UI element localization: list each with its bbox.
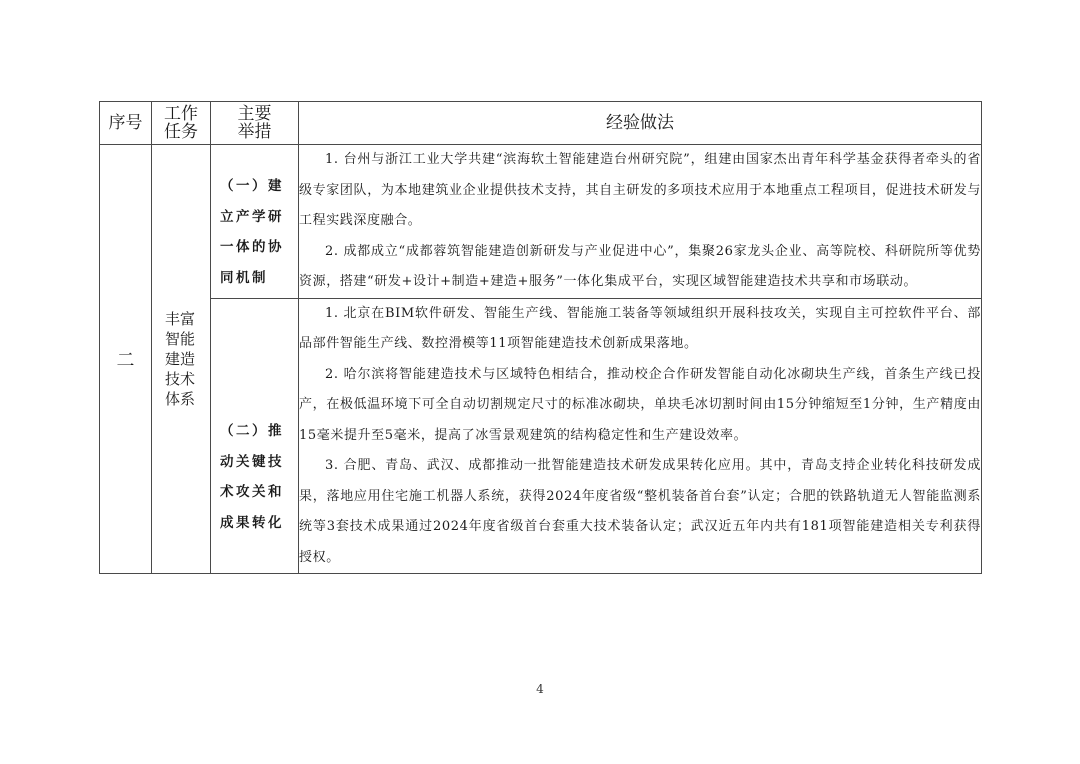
measure-cell-2 [211,298,299,574]
experience-paragraph: 3. 合肥、青岛、武汉、成都推动一批智能建造技术研发成果转化应用。其中，青岛支持企业转化科技研发成果，落地应用住宅施工机器人系统，获得2024年度省级“整机装备首台套”认定；合肥的铁路轨道无人智能监测系统等3套技术成果通过2024年度省级首台套重大技术装备认定；武汉近五年内共有181项智能建造相关专利获得授权。 [299,458,981,565]
header-work-task-line1: 工作 [164,104,198,124]
header-work-task-line2: 任务 [164,122,198,142]
header-experience: 经验做法 [299,102,982,145]
header-main-measures-line1: 主要 [237,104,272,124]
measure-text-1: （一）建立产学研一体的协同机制 [220,178,284,286]
experience-table [99,101,982,574]
experience-paragraph: 2. 成都成立“成都蓉筑智能建造创新研发与产业促进中心”，集聚26家龙头企业、高等院校、科研院所等优势资源，搭建“研发+设计+制造+建造+服务”一体化集成平台，实现区域智能建造技术共享和市场联动。 [299,243,981,289]
experience-paragraph: 2. 哈尔滨将智能建造技术与区域特色相结合，推动校企合作研发智能自动化冰砌块生产线，首条生产线已投产，在极低温环境下可全自动切割规定尺寸的标准冰砌块，单块毛冰切割时间由15分钟缩短至1分钟，生产精度由15毫米提升至5毫米，提高了冰雪景观建筑的结构稳定性和生产建设效率。 [299,366,981,443]
table-header-row [100,102,982,145]
serial-number-cell: 二 [100,145,152,574]
experience-cell-2 [299,298,982,574]
measure-text-2: （二）推动关键技术攻关和成果转化 [220,423,284,531]
page-number: 4 [536,682,544,696]
work-task-cell [152,145,211,574]
header-work-task [152,102,211,145]
table-row [100,145,982,299]
header-main-measures [211,102,299,145]
experience-paragraph: 1. 台州与浙江工业大学共建“滨海软土智能建造台州研究院”，组建由国家杰出青年科学基金获得者牵头的省级专家团队，为本地建筑业企业提供技术支持，其自主研发的多项技术应用于本地重点工程项目，促进技术研发与工程实践深度融合。 [299,152,981,228]
header-serial-number: 序号 [100,102,152,145]
header-main-measures-line2: 举措 [237,122,272,142]
measure-cell-1 [211,145,299,299]
table-row [100,298,982,574]
experience-cell-1 [299,145,982,299]
work-task-text: 丰富智能建造技术体系 [165,310,196,408]
experience-paragraph: 1. 北京在BIM软件研发、智能生产线、智能施工装备等领域组织开展科技攻关，实现自主可控软件平台、部品部件智能生产线、数控滑模等11项智能建造技术创新成果落地。 [299,305,981,351]
